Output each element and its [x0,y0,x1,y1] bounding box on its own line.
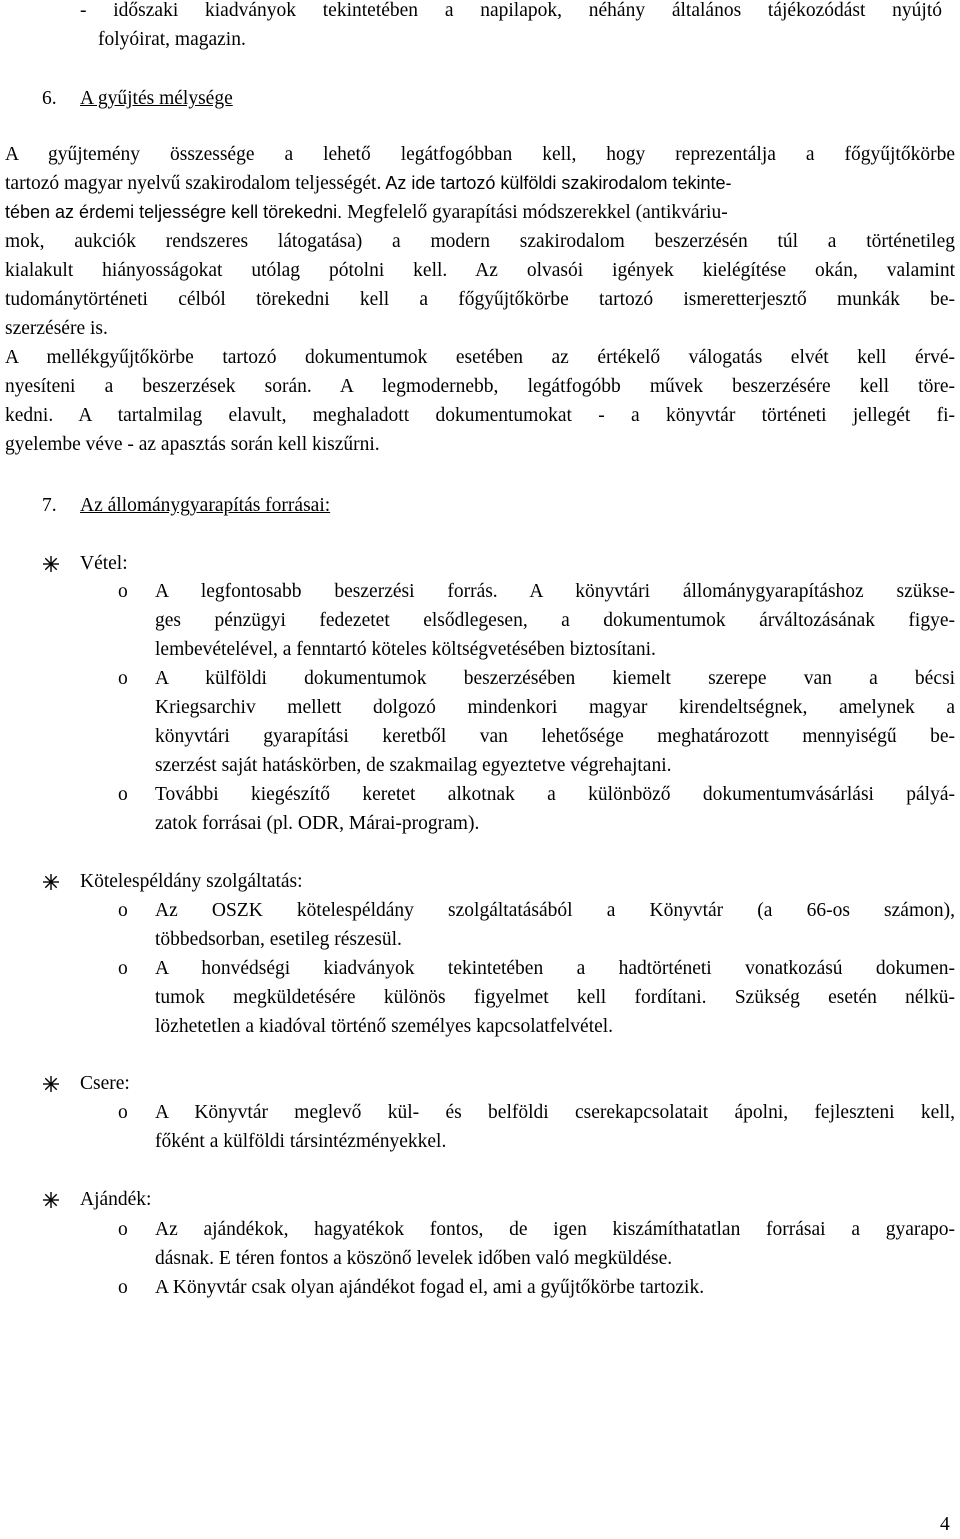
intro-line-2: folyóirat, magazin. [98,29,246,50]
list-item-line: többedsorban, esetileg részesül. [155,929,402,950]
asterisk-bullet-icon [42,873,60,891]
list-bullet: o [118,668,128,689]
para2-line-2: nyesíteni a beszerzések során. A legmodernebb, legátfogóbb művek beszerzésére kell töre- [5,376,955,397]
para2-line-4: gyelembe véve - az apasztás során kell kiszűrni. [5,434,380,455]
list-item-line: Az OSZK kötelespéldány szolgáltatásából a Könyvtár (a 66-os számon), [155,900,955,921]
list-item-line: Kriegsarchiv mellett dolgozó mindenkori magyar kirendeltségnek, amelynek a [155,697,955,718]
para1-line-4: mok, aukciók rendszeres látogatása) a modern szakirodalom beszerzésén túl a történetileg [5,231,955,252]
list-item-line: könyvtári gyarapítási keretből van lehetősége meghatározott mennyiségű be- [155,726,955,747]
para2-line-3: kedni. A tartalmilag elavult, meghaladott dokumentumokat - a könyvtár történeti jellegét fi- [5,405,955,426]
para2-line-1: A mellékgyűjtőkörbe tartozó dokumentumok esetében az értékelő válogatás elvét kell érvé- [5,347,955,368]
list-item-line: A legfontosabb beszerzési forrás. A könyvtári állománygyarapításhoz szükse- [155,581,955,602]
list-item-line: lözhetetlen a kiadóval történő személyes kapcsolatfelvétel. [155,1016,614,1037]
list-item-line: szerzést saját hatáskörben, de szakmailag egyeztetve végrehajtani. [155,755,672,776]
list-item-line: tumok megküldetésére különös figyelmet kell fordítani. Szükség esetén nélkü- [155,987,955,1008]
section-7-number: 7. [42,495,57,516]
asterisk-bullet-icon [42,1075,60,1093]
asterisk-bullet-icon [42,1191,60,1209]
list-item-line: főként a külföldi társintézményekkel. [155,1131,447,1152]
para1-line-3b: Megfelelő gyarapítási módszerekkel (antikváriu- [342,202,728,223]
list-bullet: o [118,1102,128,1123]
list-bullet: o [118,1277,128,1298]
para1-line-7: szerzésére is. [5,318,108,339]
list-item-line: A külföldi dokumentumok beszerzésében kiemelt szerepe van a bécsi [155,668,955,689]
list-item-line: A honvédségi kiadványok tekintetében a hadtörténeti vonatkozású dokumen- [155,958,955,979]
group-label-csere: Csere: [80,1073,130,1094]
list-bullet: o [118,900,128,921]
list-item-line: dásnak. E téren fontos a köszönő levelek időben való megküldése. [155,1248,673,1269]
group-label-ajandek: Ajándék: [80,1189,152,1210]
list-item-line: ges pénzügyi fedezetet elsődlegesen, a dokumentumok árváltozásának figye- [155,610,955,631]
para1-line-5: kialakult hiányosságokat utólag pótolni kell. Az olvasói igények kielégítése okán, valamint [5,260,955,281]
para1-line-6: tudománytörténeti célból törekedni kell a főgyűjtőkörbe tartozó ismeretterjesztő munkák be- [5,289,955,310]
para1-line-2b: Az ide tartozó külföldi szakirodalom tekinte- [381,173,732,193]
para1-line-2 [5,169,732,198]
section-6-title: A gyűjtés mélysége [80,88,233,109]
group-label-vetel: Vétel: [80,553,128,574]
list-bullet: o [118,784,128,805]
list-item-line: lembevételével, a fenntartó köteles költségvetésében biztosítani. [155,639,656,660]
para1-line-1: A gyűjtemény összessége a lehető legátfogóbban kell, hogy reprezentálja a főgyűjtőkörbe [5,144,955,165]
list-item-line: Az ajándékok, hagyatékok fontos, de igen kiszámíthatatlan forrásai a gyarapo- [155,1219,955,1240]
list-bullet: o [118,1219,128,1240]
list-bullet: o [118,581,128,602]
intro-line-1: - időszaki kiadványok tekintetében a napilapok, néhány általános tájékozódást nyújtó [80,0,942,21]
para1-line-3 [5,198,728,227]
list-item-line: A Könyvtár csak olyan ajándékot fogad el, ami a gyűjtőkörbe tartozik. [155,1277,705,1298]
section-7-title: Az állománygyarapítás forrásai: [80,495,331,516]
list-item-line: További kiegészítő keretet alkotnak a különböző dokumentumvásárlási pályá- [155,784,955,805]
para1-line-3a: tében az érdemi teljességre kell törekedni. [5,202,343,222]
asterisk-bullet-icon [42,555,60,573]
group-label-kotelespeldany: Kötelespéldány szolgáltatás: [80,871,303,892]
page-number: 4 [940,1514,950,1535]
section-6-number: 6. [42,88,57,109]
list-bullet: o [118,958,128,979]
list-item-line: A Könyvtár meglevő kül- és belföldi cserekapcsolatait ápolni, fejleszteni kell, [155,1102,955,1123]
para1-line-2a: tartozó magyar nyelvű szakirodalom teljességét. [5,173,382,194]
list-item-line: zatok forrásai (pl. ODR, Márai-program). [155,813,480,834]
